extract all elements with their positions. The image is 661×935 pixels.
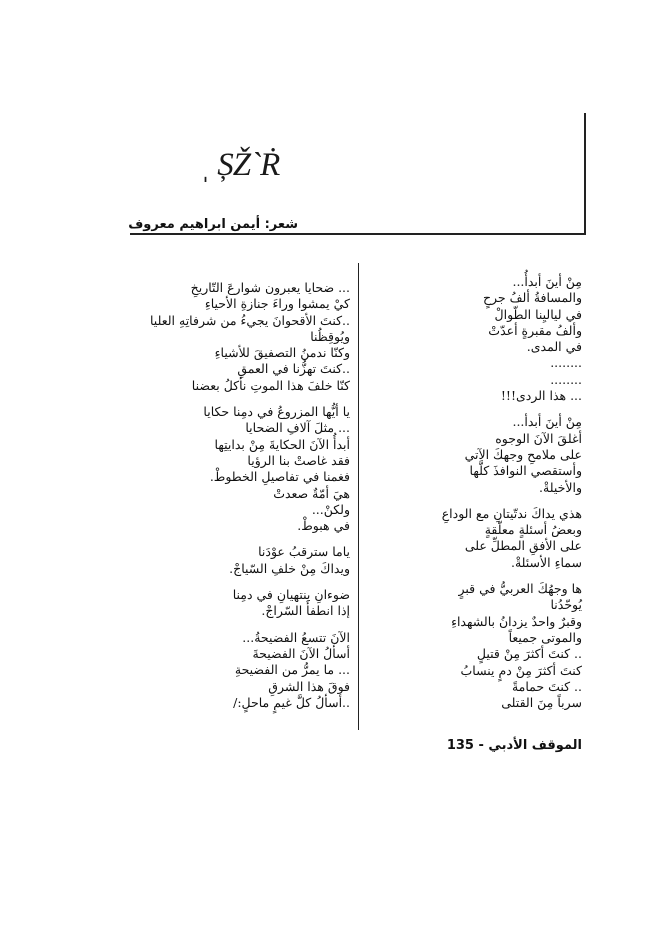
poem-line: سرباً مِنَ القتلى <box>501 695 582 711</box>
poem-line: مِنْ أينَ أبدأُ... <box>512 274 582 289</box>
stanza-gap <box>370 571 582 581</box>
poem-line: في لياليِنا الطّوالْ <box>494 306 582 322</box>
poem-line: ويُوقِظُنا <box>310 328 350 344</box>
poem-line: ..أسألُ كلَّ غيمٍ ماحلٍ:/ <box>233 694 350 710</box>
poem-line: ياما سترقبُ عوْدَنا <box>258 544 350 560</box>
column-divider <box>358 263 359 730</box>
title-frame-horizontal-rule <box>130 233 585 235</box>
poem-line: ..كنتَ الأقحوانَ يجيءُ من شرفاتِهِ العليا <box>150 312 350 328</box>
poem-line: هذي يداكَ ندتّيتانِ مع الوداعِ <box>441 505 582 521</box>
poem-line: في هبوطْ. <box>297 518 350 534</box>
poem-line: ... مثلَ آلافِ الضحايا <box>245 420 350 436</box>
poem-line: على الأفقِ المطلِّ على <box>464 538 582 554</box>
poem-line: وقبرٌ واحدٌ يزدانُ بالشهداءِ <box>451 613 582 629</box>
stanza-gap <box>140 534 350 544</box>
poem-line: ضوءانِ ينتهيانِ في دمِنا <box>232 587 350 603</box>
poem-line: ........ <box>550 355 582 371</box>
poem-author: شعر: أيمن ابراهيم معروف <box>128 217 298 232</box>
poem-line: في المدى. <box>526 339 582 355</box>
poem-line: أغلقَ الآنَ الوجوه <box>495 430 582 446</box>
stanza-gap <box>140 394 350 404</box>
poem-column-left <box>140 280 350 711</box>
poem-line: ... هذا الردى!!! <box>500 388 582 404</box>
stanza-gap <box>140 620 350 630</box>
poem-line: ... ضحايا يعبرون شوارعَ التّاريخِ <box>190 280 350 295</box>
poem-line: يا أيُّها المزروعُ في دمِنا حكايا <box>203 404 350 420</box>
poem-line: هيَ أمّةٌ صعدتْ <box>273 485 350 501</box>
poem-line: ... ما يمرُّ من الفضيحةِ <box>234 662 350 678</box>
poem-line: فوقَ هذا الشرقِ <box>268 678 350 694</box>
poem-line: وبعضُ أسئلةٍ معلّقةٍ <box>484 522 582 538</box>
poem-column-right <box>370 274 582 711</box>
poem-line: وألفُ مقبرةٍ أعدّتْ <box>488 322 582 338</box>
stanza-gap <box>370 404 582 414</box>
poem-line: يُوحّدُنا <box>550 597 582 613</box>
page-footer: الموقف الأدبي - 135 <box>446 738 582 753</box>
poem-line: سماءِ الأسئلةْ. <box>510 554 582 570</box>
poem-line: ........ <box>550 371 582 387</box>
poem-line: كيْ يمشوا وراءَ جنازةِ الأحياءِ <box>204 296 350 312</box>
stanza-gap <box>370 496 582 506</box>
stanza-gap <box>140 577 350 587</box>
poem-line: مِنْ أينَ أبدأ... <box>512 414 582 430</box>
poem-line: ..كنتَ تهزُّنا في العمقِ <box>237 361 350 377</box>
poem-line: كنتَ أكثرَ مِنْ دمٍ ينسابُ <box>460 662 582 678</box>
poem-line: على ملامحِ وجهكَ الآتي <box>464 446 582 462</box>
poem-line: .. كنتَ أكثرَ مِنْ قتيلٍ <box>476 646 582 662</box>
poem-line: وكنّا ندمنُ التصفيقَ للأشياءِ <box>214 345 350 361</box>
poem-line: ها وجهُكَ العربيُّ في قبرٍ <box>458 581 582 597</box>
poem-line: أسألُ الآنَ الفضيحةَ <box>252 645 350 661</box>
poem-line: ولكنْ... <box>311 501 350 517</box>
poem-line: إذا انطفأَ السّراجْ. <box>261 603 350 619</box>
poem-line: والموتى جميعاً <box>508 629 582 645</box>
poem-line: كنّا خلفَ هذا الموتِ نأكلُ بعضنا <box>191 377 350 393</box>
poem-line: فقد غاصتْ بنا الرؤيا <box>247 452 350 468</box>
poem-line: فغمنا في تفاصيلِ الخطوطْ. <box>209 469 350 485</box>
poem-line: وأستقصي النوافذَ كلَّها <box>469 463 582 479</box>
poem-line: ويداكَ مِنْ خلفِ السّياجْ. <box>229 560 350 576</box>
poem-line: أبدأُ الآنَ الحكايةَ مِنْ بدايتِها <box>214 436 350 452</box>
poem-line: .. كنتَ حمامةً <box>511 678 582 694</box>
decorative-title: ˌ ȘŽ`Ṙ <box>200 147 280 183</box>
poem-line: الآنَ تتسعُ الفضيحةُ... <box>242 629 350 645</box>
title-frame-vertical-rule <box>584 113 586 235</box>
poem-line: والمسافةُ ألفُ جرحٍ <box>482 290 582 306</box>
poem-line: والأخيلةْ. <box>539 479 582 495</box>
